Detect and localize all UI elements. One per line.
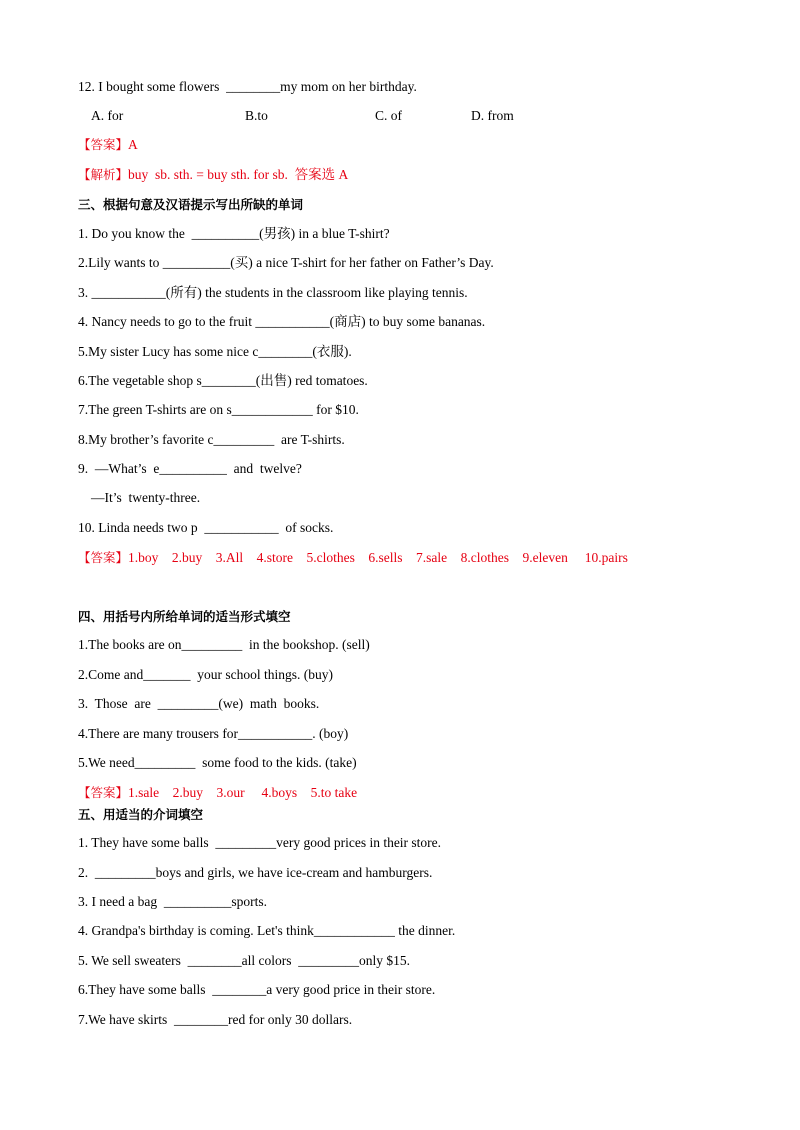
answer-value: 1.sale 2.buy 3.our 4.boys 5.to take [128, 785, 358, 800]
part4-question-3: 3. Those are _________(we) math books. [78, 696, 320, 711]
answer-label: 【答案】 [78, 137, 129, 152]
answer-line-part4 [78, 784, 357, 802]
part3-question-2: 2.Lily wants to __________(买) a nice T-shirt for her father on Father’s Day. [78, 255, 494, 270]
part3-question-8: 8.My brother’s favorite c_________ are T-shirts. [78, 432, 345, 447]
analysis-value: buy sb. sth. = buy sth. for sb. 答案选 A [128, 167, 349, 182]
part4-question-2: 2.Come and_______ your school things. (buy) [78, 667, 333, 682]
part5-question-2: 2. _________boys and girls, we have ice-cream and hamburgers. [78, 865, 433, 880]
part3-question-9: 9. —What’s e__________ and twelve? [78, 461, 302, 476]
section-heading-5: 五、用适当的介词填空 [78, 807, 204, 822]
question-12: 12. I bought some flowers ________my mom on her birthday. [78, 79, 417, 94]
answer-line-q12 [78, 136, 138, 154]
analysis-line-q12 [78, 166, 348, 184]
part3-question-4: 4. Nancy needs to go to the fruit ___________(商店) to buy some bananas. [78, 314, 486, 329]
option-a: A. for [91, 108, 124, 123]
part3-question-1: 1. Do you know the __________(男孩) in a blue T-shirt? [78, 226, 390, 241]
part3-question-3: 3. ___________(所有) the students in the classroom like playing tennis. [78, 285, 468, 300]
part5-question-4: 4. Grandpa's birthday is coming. Let's think____________ the dinner. [78, 923, 456, 938]
part5-question-7: 7.We have skirts ________red for only 30 dollars. [78, 1012, 353, 1027]
part3-question-10: 10. Linda needs two p ___________ of socks. [78, 520, 334, 535]
answer-value: A [128, 137, 138, 152]
part3-question-9-reply: —It’s twenty-three. [91, 490, 201, 505]
option-d: D. from [471, 108, 514, 123]
section-heading-3: 三、根据句意及汉语提示写出所缺的单词 [78, 197, 304, 212]
option-c: C. of [375, 108, 402, 123]
part3-question-7: 7.The green T-shirts are on s____________ for $10. [78, 402, 359, 417]
part4-question-5: 5.We need_________ some food to the kids. (take) [78, 755, 357, 770]
part5-question-3: 3. I need a bag __________sports. [78, 894, 267, 909]
part5-question-1: 1. They have some balls _________very good prices in their store. [78, 835, 442, 850]
part5-question-6: 6.They have some balls ________a very good price in their store. [78, 982, 436, 997]
part3-question-5: 5.My sister Lucy has some nice c________(衣服). [78, 344, 352, 359]
analysis-label: 【解析】 [78, 167, 129, 182]
answer-line-part3 [78, 549, 628, 567]
answer-label: 【答案】 [78, 785, 129, 800]
part4-question-1: 1.The books are on_________ in the bookshop. (sell) [78, 637, 370, 652]
part3-question-6: 6.The vegetable shop s________(出售) red tomatoes. [78, 373, 368, 388]
part4-question-4: 4.There are many trousers for___________. (boy) [78, 726, 349, 741]
answer-value: 1.boy 2.buy 3.All 4.store 5.clothes 6.sells 7.sale 8.clothes 9.eleven 10.pairs [128, 550, 628, 565]
section-heading-4: 四、用括号内所给单词的适当形式填空 [78, 609, 291, 624]
answer-label: 【答案】 [78, 550, 129, 565]
part5-question-5: 5. We sell sweaters ________all colors _________only $15. [78, 953, 410, 968]
option-b: B.to [245, 108, 268, 123]
